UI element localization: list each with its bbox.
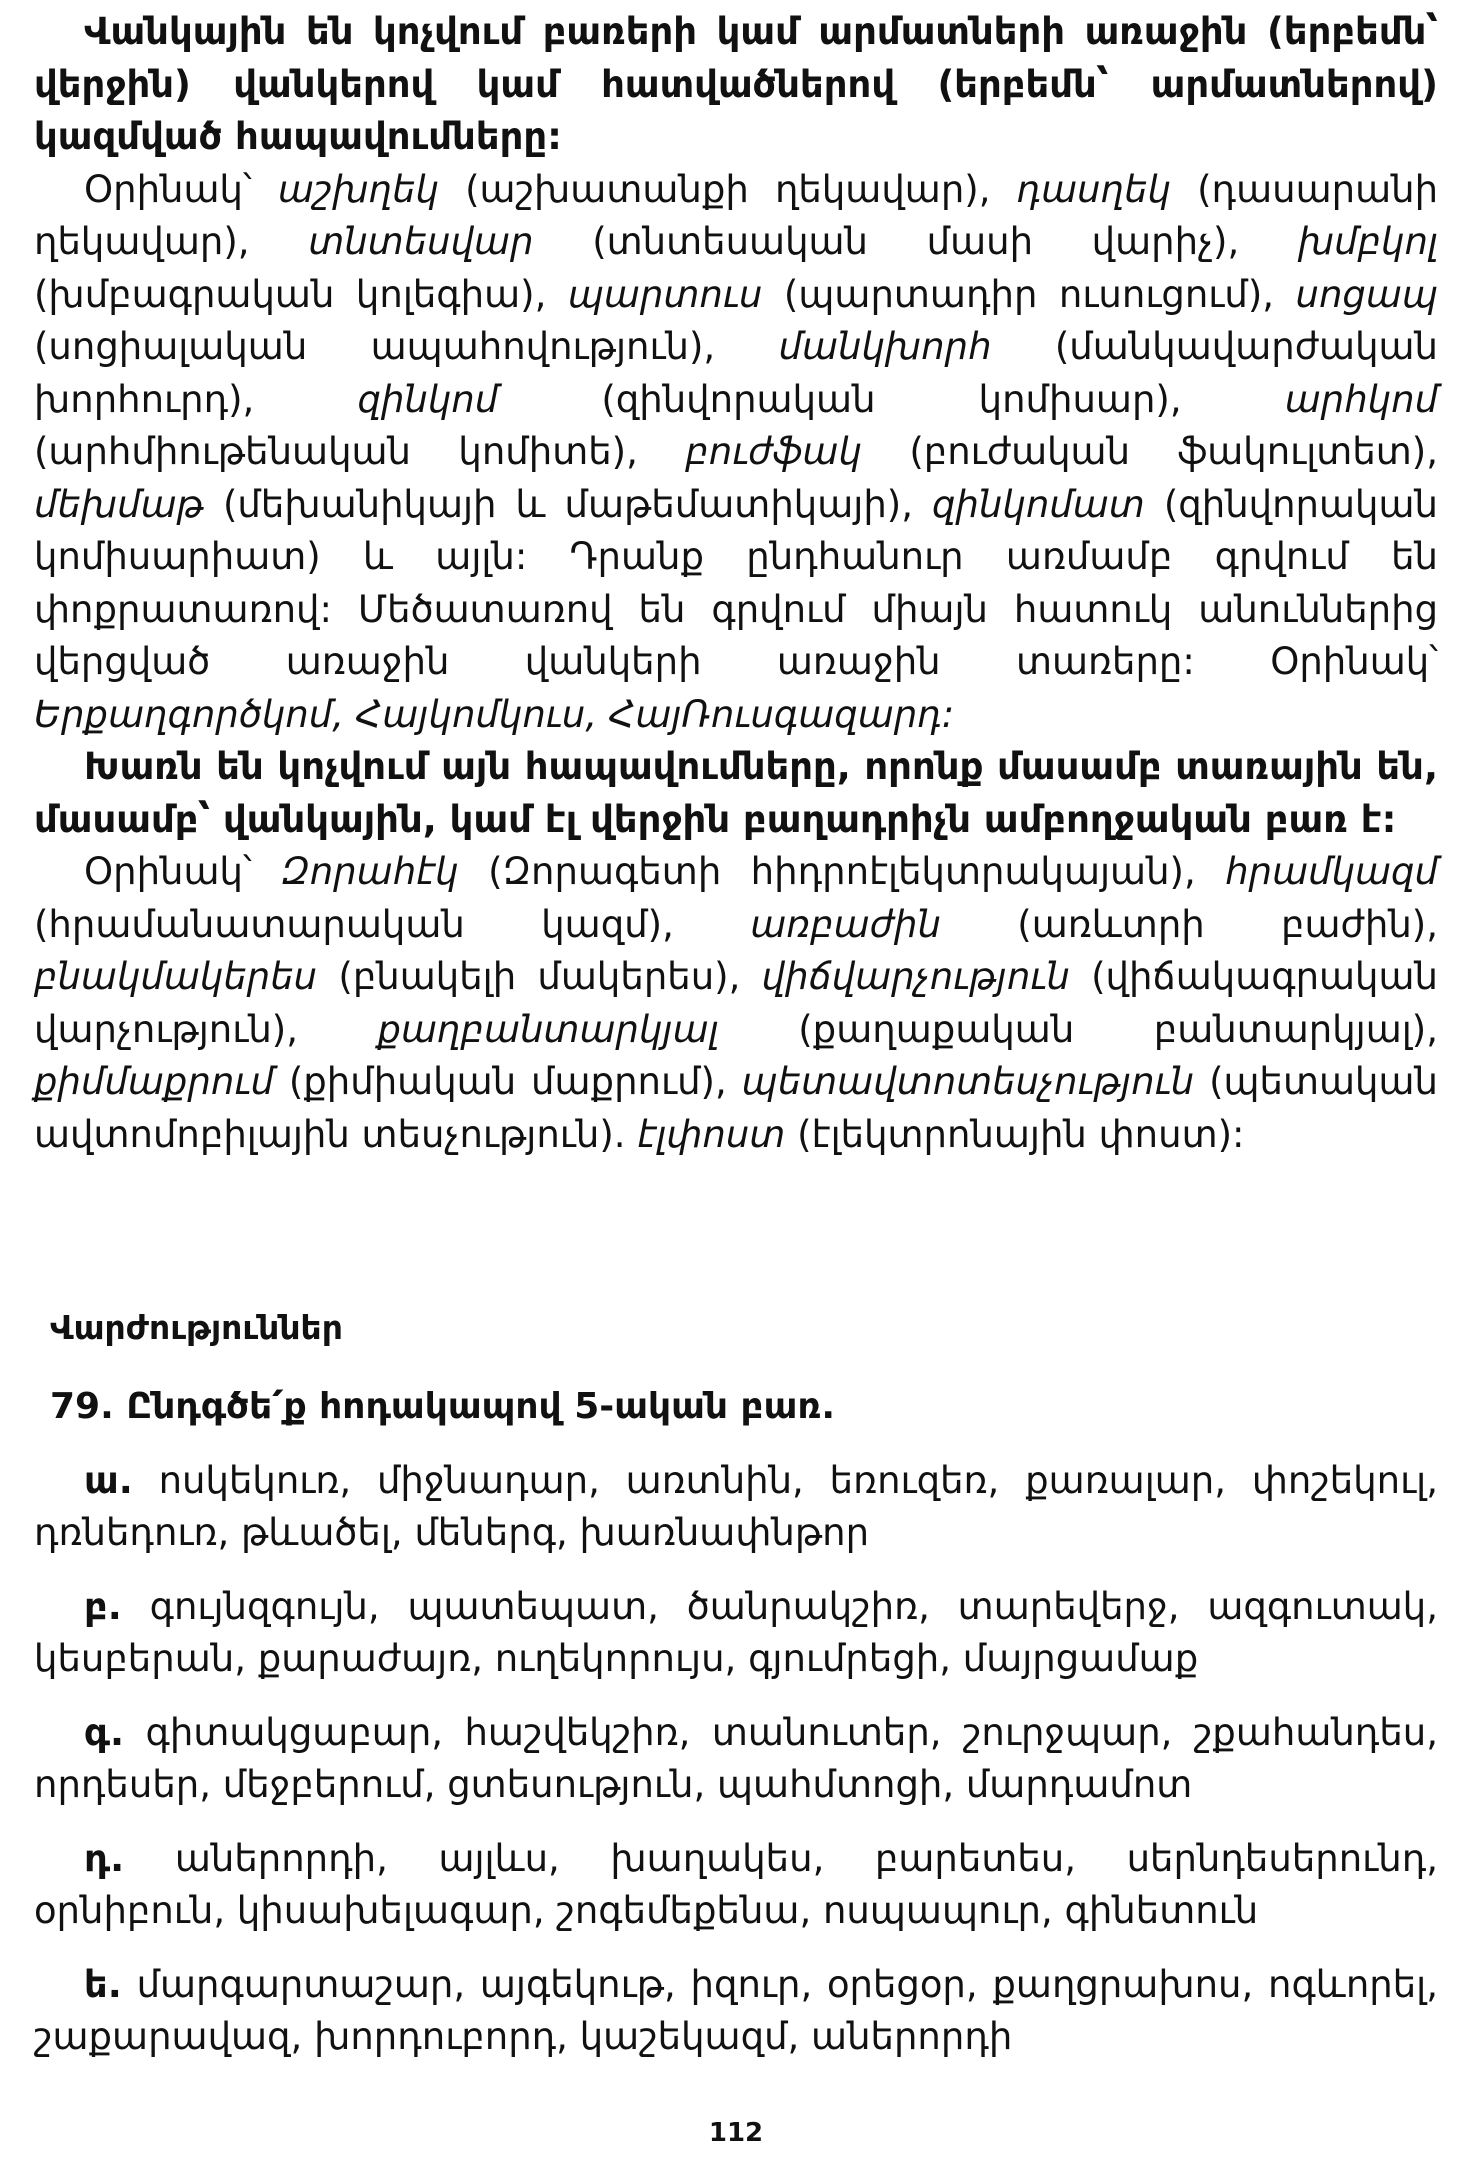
example-full: (զինվորական կոմիսար), — [601, 377, 1182, 421]
exercise-words: ոսկեկուռ, միջնադար, առտնին, եռուզեռ, քառալար, փոշեկուլ, դռնեդուռ, թևածել, մեներգ, խառնափնթոր — [34, 1459, 1438, 1554]
exercise-letter: գ. — [84, 1711, 125, 1754]
paragraph-syllabic-definition — [34, 6, 1438, 164]
example-full: (դասարանի ղեկավար), — [34, 167, 1439, 263]
paragraph-syllabic-examples — [34, 164, 1438, 742]
example-proper-abbr: Երքաղգործկոմ, Հայկոմկուս, — [34, 692, 598, 736]
definition-text: Խառն են կոչվում այն հապավումները, որոնք մասամբ տառային են, մասամբ՝ վանկային, կամ էլ վերջին բաղադրիչն ամբողջական բառ է: — [34, 745, 1438, 841]
example-full: (մանկավարժական խորհուրդ), — [34, 325, 1439, 421]
example-full: (պետական ավտոմոբիլային տեսչություն). — [34, 1060, 1438, 1156]
example-abbr: զինկոմատ — [932, 482, 1145, 526]
exercise-list — [34, 1455, 1438, 2063]
exercise-letter: ե. — [84, 1963, 122, 2006]
definition-text: Վանկային են կոչվում բառերի կամ արմատների առաջին (երբեմն՝ վերջին) վանկերով կամ հատվածներով (երբեմն՝ արմատներով) կազմված հապավումները: — [34, 10, 1438, 158]
example-abbr: մանկխորհ — [778, 325, 992, 368]
paragraph-mixed-examples — [34, 846, 1438, 1161]
example-abbr: սոցապ — [1295, 272, 1439, 316]
exercise-item — [34, 1959, 1438, 2063]
example-full: (բուժական ֆակուլտետ), — [909, 430, 1438, 473]
example-full: (հրամանատարական կազմ), — [34, 902, 674, 946]
example-full: (խմբագրական կոլեգիա), — [34, 272, 547, 316]
example-abbr: էլփոստ — [637, 1112, 786, 1156]
example-abbr: հրամկազմ — [1225, 850, 1438, 893]
exercise-words: գիտակցաբար, հաշվեկշիռ, տանուտեր, շուրջպար, շքահանդես, որդեսեր, մեջբերում, ցտեսություն, պահմտոցի, մարդամոտ — [34, 1711, 1439, 1806]
exercises-heading: Վարժություններ — [50, 1308, 343, 1347]
example-full: (բնակելի մակերես), — [338, 955, 741, 998]
example-full: (պարտադիր ուսուցում), — [783, 272, 1275, 316]
example-full: (քիմիական մաքրում), — [288, 1060, 727, 1103]
page-body — [34, 6, 1438, 1161]
exercise-letter: ա. — [84, 1459, 133, 1502]
example-full: (սոցիալական ապահովություն), — [34, 325, 716, 368]
example-full: (առևտրի բաժին), — [1017, 902, 1438, 946]
example-abbr: պարտուս — [567, 272, 763, 316]
example-abbr: առբաժին — [750, 902, 941, 946]
exercise-item — [34, 1833, 1438, 1937]
example-abbr: քիմմաքրում — [34, 1060, 274, 1103]
example-full: (տնտեսական մասի վարիչ), — [592, 220, 1240, 263]
exercise-words: գույնզգույն, պատեպատ, ծանրակշիռ, տարեվերջ, ազգուտակ, կեսբերան, քարաժայռ, ուղեկորույս, գյումրեցի, մայրցամաք — [34, 1585, 1438, 1680]
example-full: (վիճակագրական վարչություն), — [34, 955, 1439, 1051]
example-full: (Զորագետի հիդրոէլեկտրակայան), — [488, 850, 1196, 893]
example-abbr: բնակմակերես — [34, 955, 318, 998]
exercise-item — [34, 1581, 1438, 1685]
example-abbr: բուժֆակ — [685, 430, 862, 473]
exercise-letter: դ. — [84, 1837, 125, 1880]
paragraph-mixed-definition — [34, 741, 1438, 846]
example-abbr: Զորահէկ — [281, 850, 459, 893]
exercise-item — [34, 1455, 1438, 1559]
example-abbr: դասղեկ — [1016, 167, 1172, 211]
example-full: (մեխանիկայի և մաթեմատիկայի), — [222, 482, 913, 526]
example-abbr: պետավտոտեսչություն — [741, 1060, 1195, 1103]
example-intro: Օրինակ՝ — [84, 850, 252, 893]
task-title: 79. Ընդգծե՛ք հոդակապով 5-ական բառ. — [50, 1386, 836, 1427]
example-abbr: զինկոմ — [357, 377, 499, 421]
example-abbr: աշխղեկ — [277, 167, 439, 211]
example-abbr: քաղբանտարկյալ — [377, 1007, 719, 1051]
example-proper-abbr: ՀայՌուսգազարդ: — [608, 692, 955, 736]
example-abbr: մեխմաթ — [34, 482, 204, 526]
example-full: (էլեկտրոնային փոստ): — [797, 1112, 1245, 1156]
example-abbr: վիճվարչություն — [761, 955, 1070, 998]
exercise-letter: բ. — [84, 1585, 122, 1628]
example-abbr: խմբկոլ — [1297, 220, 1438, 263]
exercise-words: աներորդի, այլևս, խաղակես, բարետես, սերնդեսերունդ, օրնիբուն, կիսախելագար, շոգեմեքենա, ոսպապուր, գինետուն — [34, 1837, 1438, 1932]
exercise-words: մարգարտաշար, այգեկութ, իզուր, օրեցօր, քաղցրախոս, ոգևորել, շաքարավազ, խորդուբորդ, կաշեկազմ, աներորդի — [34, 1963, 1438, 2058]
example-abbr: տնտեսվար — [308, 220, 534, 263]
example-full: (զինվորական կոմիսարիատ) և այլն: — [34, 482, 1438, 578]
exercise-item — [34, 1707, 1438, 1811]
page-number: 112 — [708, 2118, 764, 2148]
example-full: (քաղաքական բանտարկյալ), — [798, 1007, 1439, 1051]
example-intro: Օրինակ՝ — [84, 167, 252, 211]
example-full: (աշխատանքի ղեկավար), — [465, 167, 991, 211]
rule-text: Դրանք ընդհանուր առմամբ գրվում են փոքրատառով: Մեծատառով են գրվում միայն հատուկ անուններից վերցված առաջին վանկերի առաջին տառերը: Օրինակ՝ — [34, 535, 1439, 683]
example-full: (արհմիութենական կոմիտե), — [34, 430, 638, 473]
example-abbr: արհկոմ — [1284, 377, 1439, 421]
